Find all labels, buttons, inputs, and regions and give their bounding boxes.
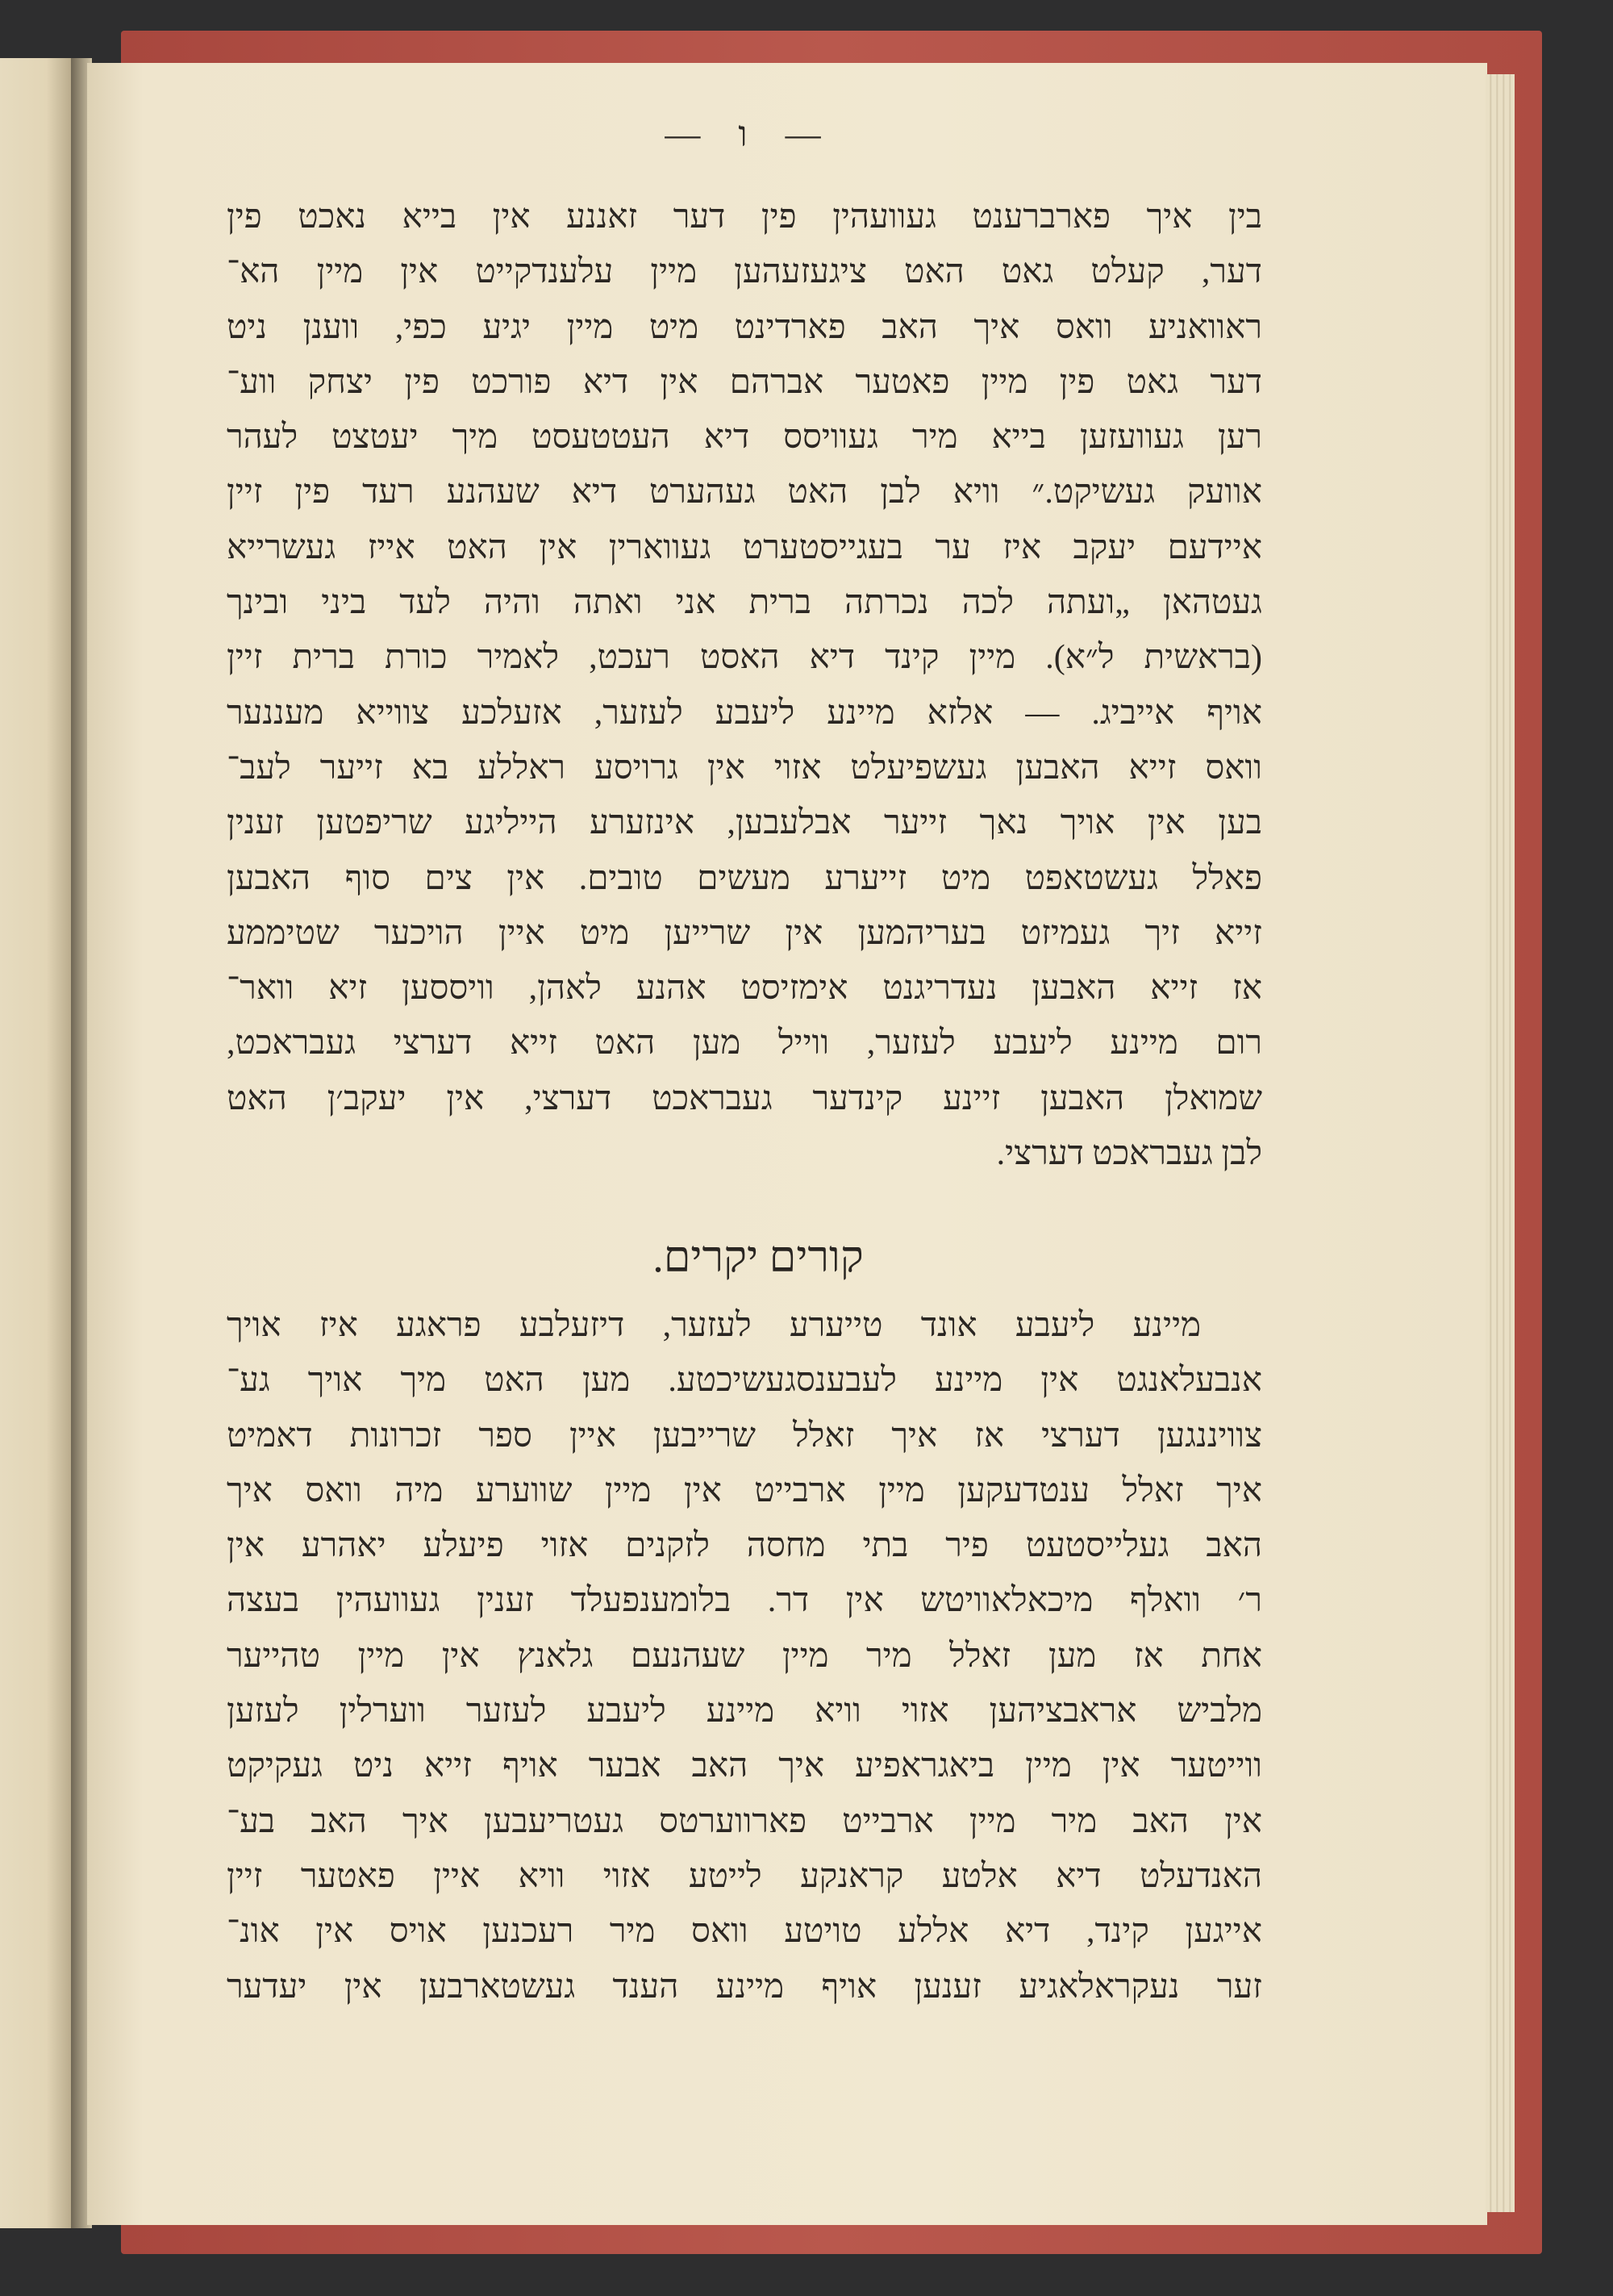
text-line: ווייטער אין מיין ביאגראפיע איך האב אבער אויף זייא ניט געקיקט (227, 1747, 1262, 1785)
text-line: אוועק געשיקט.״ וויא לבן האט געהערט דיא שעהנע רעד פין זיין (227, 474, 1262, 511)
text-line: זייא זיך געמיזט בעריהמען אין שרייען מיט איין הויכער שטיממע (227, 914, 1262, 952)
text-line: איידעם יעקב איז ער בעגייסטערט געווארין אין האט אייז געשרייא (227, 528, 1262, 566)
text-line: פאלל געשטאפט מיט זייערע מעשים טובים. אין צים סוף האבען (227, 859, 1262, 897)
text-line: שמואלן האבען זיינע קינדער געבראכט דערצי, אין יעקב׳ן האט (227, 1079, 1262, 1117)
page-stack-edge (1486, 74, 1515, 2212)
text-line: אז זייא האבען נעדריגנט אימזיסט אהנע לאהן, וויססען זיא וואר־ (227, 970, 1262, 1008)
facing-page-edge (0, 58, 77, 2228)
text-line: געטהאן „ועתה לכה נכרתה ברית אני ואתה והיה לעד ביני ובינך (227, 584, 1262, 622)
page-number: — ו — (665, 115, 836, 154)
text-line: מיינע ליעבע אונד טייערע לעזער, דיזעלבע פראגע איז אויך (227, 1307, 1201, 1344)
text-line: בין איך פארברענט געוועהין פין דער זאננע אין בייא נאכט פין (227, 198, 1262, 236)
text-line: אויף אייביג. — אלזא מיינע ליעבע לעזער, אזעלכע צווייא מעננער (227, 694, 1262, 732)
paragraph-2 (227, 1298, 1262, 2014)
text-line: דער גאט פין מיין פאטער אברהם אין דיא פורכט פין יצחק ווע־ (227, 363, 1262, 401)
text-line: רום מיינע ליעבע לעזער, ווייל מען האט זייא דערצי געבראכט, (227, 1025, 1262, 1062)
text-line: זער נעקראלאגיע זענען אויף מיינע הענד געשטארבען אין יעדער (227, 1968, 1262, 2006)
text-line: אנבעלאנגט אין מיינע לעבענסגעשיכטע. מען האט מיך אויך גע־ (227, 1362, 1262, 1400)
text-line: בען אין אויך נאך זייער אבלעבען, אינזערע הייליגע שריפטען זענין (227, 804, 1262, 842)
text-line: ר׳ וואלף מיכאלאוויטש אין דר. בלומענפעלד זענין געוועהין בעצה (227, 1582, 1262, 1620)
text-line: צוויננגען דערצי אז איך זאלל שרייבען איין ספר זכרונות דאמיט (227, 1417, 1262, 1455)
text-line: רען געוועזען בייא מיר געוויסס דיא העטטעסט מיך יעטצט לעהר (227, 419, 1262, 457)
text-line: אין האב מיר מיין ארבייט פארווערטס געטריעבען איך האב בע־ (227, 1802, 1262, 1840)
text-line: אחת אז מען זאלל מיר מיין שעהנעם גלאנץ אין מיין טהייער (227, 1637, 1262, 1675)
section-heading: קורים יקרים. (652, 1233, 864, 1281)
text-line: לבן געבראכט דערצי. (996, 1135, 1262, 1173)
paragraph-1 (227, 190, 1262, 1181)
text-line: האב געלייסטעט פיר בתי מחסה לזקנים אזוי פיעלע יאהרע אין (227, 1527, 1262, 1565)
text-line: מלביש אראבציהען אזוי וויא מיינע ליעבע לעזער ווערלין לעזען (227, 1693, 1262, 1730)
text-line: (בראשית ל״א). מיין קינד דיא האסט רעכט, לאמיר כורת ברית זיין (227, 639, 1262, 677)
text-line: דער, קעלט גאט האט ציגעזעהען מיין עלענדקייט אין מיין הא־ (227, 253, 1262, 291)
text-line: האנדעלט דיא אלטע קראנקע לייטע אזוי וויא איין פאטער זיין (227, 1857, 1262, 1895)
text-line: ראוואניע וואס איך האב פארדינט מיט מיין יגיע כפי, ווענן ניט (227, 308, 1262, 346)
text-line: וואס זייא האבען געשפיעלט אזוי אין גרויסע ראללע בא זייער לעב־ (227, 749, 1262, 787)
text-line: איך זאלל ענטדעקען מיין ארבייט אין מיין שווערע מיה וואס איך (227, 1472, 1262, 1509)
text-line: אייגען קינד, דיא אללע טויטע וואס מיר רעכנען אויס אין אונ־ (227, 1913, 1262, 1951)
